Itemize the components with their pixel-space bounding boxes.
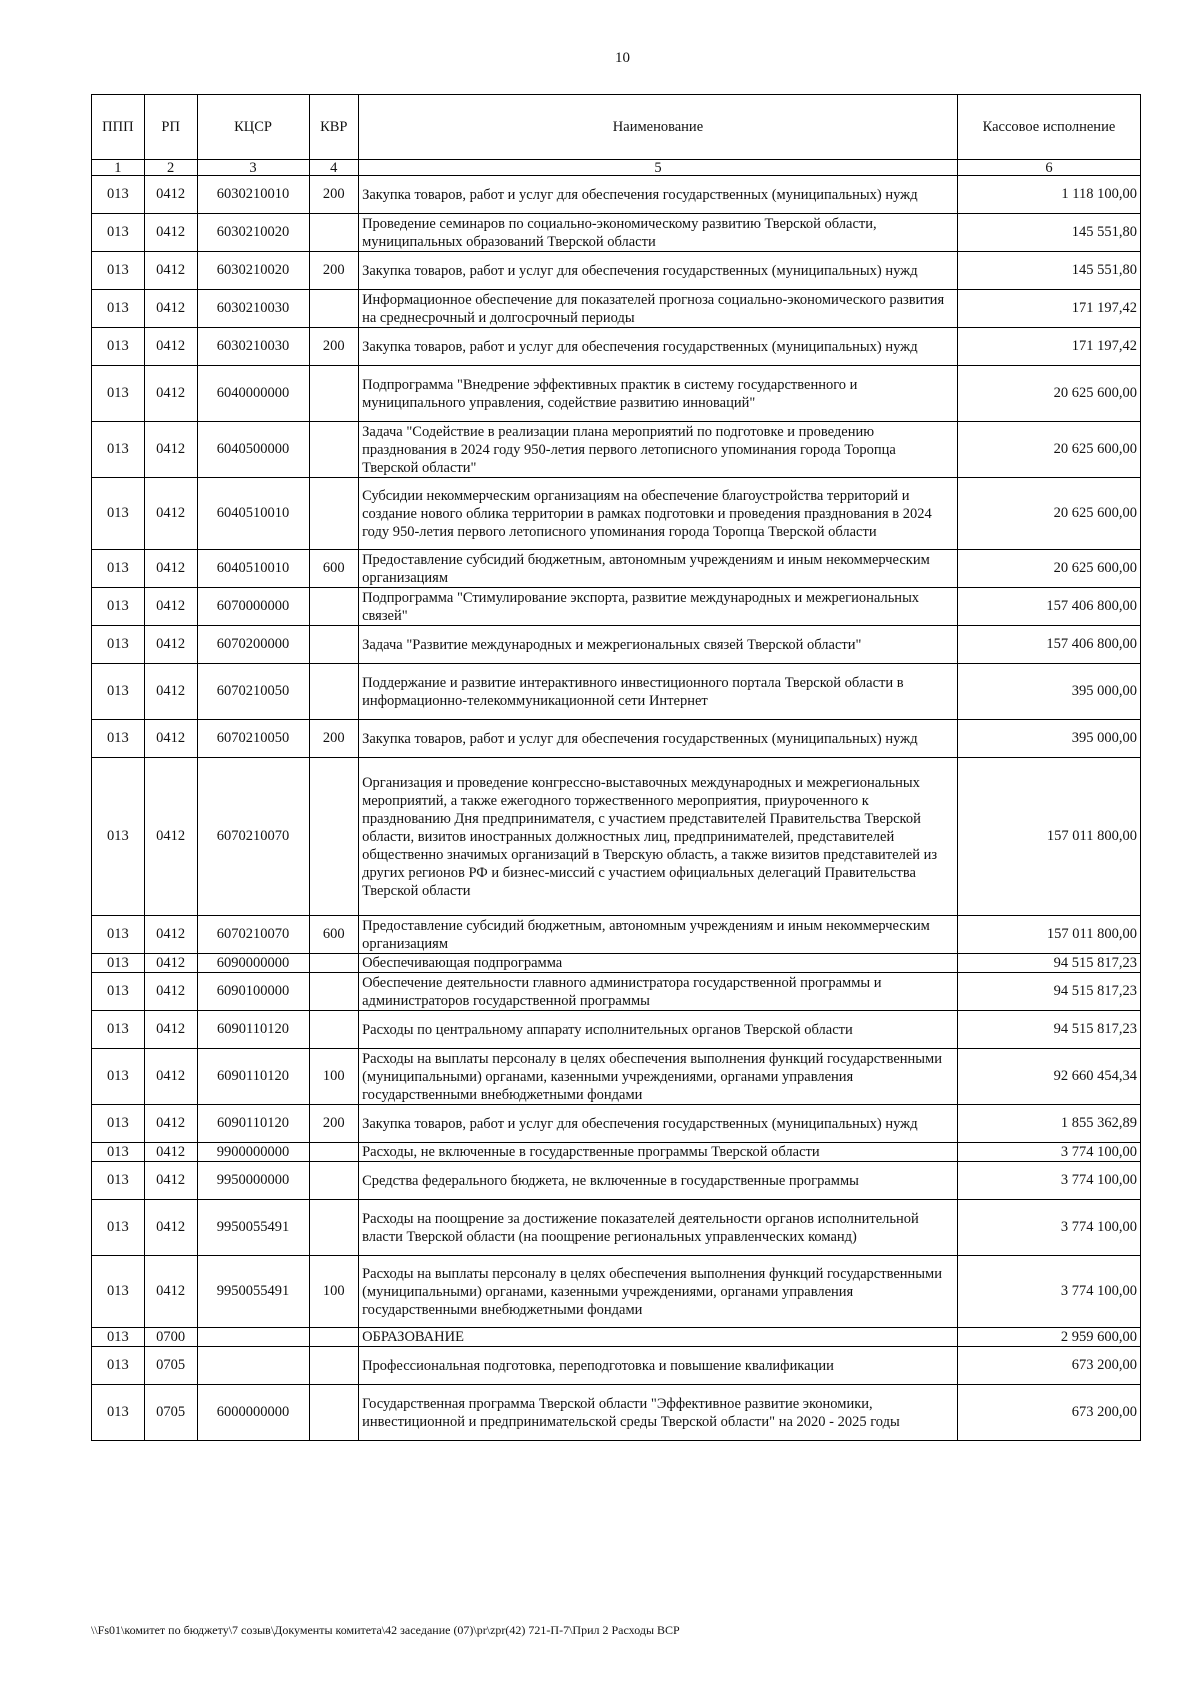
cell-name: Расходы на выплаты персоналу в целях обеспечения выполнения функций государственными (муниципальными) органами, казенными учреждениями, органами управления государственными внебюджетными фондами	[359, 1256, 958, 1328]
cell-kvr	[309, 1328, 359, 1347]
cell-rp: 0412	[144, 1105, 197, 1143]
table-row	[92, 1049, 1141, 1105]
cell-ppp: 013	[92, 1328, 145, 1347]
cell-rp: 0700	[144, 1328, 197, 1347]
cell-kcsr: 6090110120	[197, 1011, 309, 1049]
cell-ppp: 013	[92, 1143, 145, 1162]
header-amount: Кассовое исполнение	[957, 95, 1140, 160]
cell-kcsr: 6070200000	[197, 626, 309, 664]
cell-rp: 0412	[144, 1256, 197, 1328]
cell-ppp: 013	[92, 366, 145, 422]
table-row	[92, 916, 1141, 954]
cell-rp: 0412	[144, 422, 197, 478]
table-row	[92, 954, 1141, 973]
cell-amount: 2 959 600,00	[957, 1328, 1140, 1347]
cell-rp: 0412	[144, 1049, 197, 1105]
cell-name: Профессиональная подготовка, переподготовка и повышение квалификации	[359, 1347, 958, 1385]
cell-kcsr: 6090110120	[197, 1105, 309, 1143]
cell-kvr: 200	[309, 252, 359, 290]
cell-name: Расходы на выплаты персоналу в целях обеспечения выполнения функций государственными (муниципальными) органами, казенными учреждениями, органами управления государственными внебюджетными фондами	[359, 1049, 958, 1105]
cell-kvr: 600	[309, 550, 359, 588]
cell-amount: 20 625 600,00	[957, 550, 1140, 588]
header-kvr: КВР	[309, 95, 359, 160]
cell-rp: 0412	[144, 550, 197, 588]
column-numbers-row	[92, 160, 1141, 176]
table-row	[92, 1143, 1141, 1162]
cell-kcsr: 6070210050	[197, 664, 309, 720]
cell-kvr: 600	[309, 916, 359, 954]
cell-name: ОБРАЗОВАНИЕ	[359, 1328, 958, 1347]
cell-ppp: 013	[92, 626, 145, 664]
cell-rp: 0412	[144, 252, 197, 290]
cell-ppp: 013	[92, 1105, 145, 1143]
cell-amount: 1 855 362,89	[957, 1105, 1140, 1143]
table-row	[92, 588, 1141, 626]
cell-kvr	[309, 1143, 359, 1162]
cell-ppp: 013	[92, 328, 145, 366]
cell-rp: 0705	[144, 1385, 197, 1441]
cell-kvr	[309, 1385, 359, 1441]
cell-amount: 171 197,42	[957, 290, 1140, 328]
cell-amount: 395 000,00	[957, 720, 1140, 758]
cell-kvr: 200	[309, 328, 359, 366]
column-number: 3	[197, 160, 309, 176]
table-row	[92, 550, 1141, 588]
page-number: 10	[615, 50, 630, 66]
cell-kcsr: 6090000000	[197, 954, 309, 973]
cell-kcsr: 9950055491	[197, 1200, 309, 1256]
cell-ppp: 013	[92, 550, 145, 588]
cell-name: Закупка товаров, работ и услуг для обеспечения государственных (муниципальных) нужд	[359, 720, 958, 758]
cell-rp: 0412	[144, 664, 197, 720]
cell-rp: 0412	[144, 973, 197, 1011]
cell-amount: 3 774 100,00	[957, 1162, 1140, 1200]
cell-name: Обеспечивающая подпрограмма	[359, 954, 958, 973]
table-row	[92, 664, 1141, 720]
cell-name: Предоставление субсидий бюджетным, автономным учреждениям и иным некоммерческим организациям	[359, 916, 958, 954]
cell-amount: 145 551,80	[957, 252, 1140, 290]
cell-kvr: 100	[309, 1049, 359, 1105]
cell-name: Задача "Содействие в реализации плана мероприятий по подготовке и проведению празднования в 2024 году 950-летия первого летописного упоминания города Торопца Тверской области"	[359, 422, 958, 478]
cell-name: Закупка товаров, работ и услуг для обеспечения государственных (муниципальных) нужд	[359, 1105, 958, 1143]
cell-kcsr: 6070000000	[197, 588, 309, 626]
cell-kcsr: 6030210030	[197, 290, 309, 328]
cell-name: Средства федерального бюджета, не включенные в государственные программы	[359, 1162, 958, 1200]
cell-ppp: 013	[92, 478, 145, 550]
cell-amount: 395 000,00	[957, 664, 1140, 720]
cell-rp: 0412	[144, 366, 197, 422]
cell-rp: 0412	[144, 588, 197, 626]
cell-kvr	[309, 664, 359, 720]
cell-kvr	[309, 478, 359, 550]
cell-name: Расходы на поощрение за достижение показателей деятельности органов исполнительной власти Тверской области (на поощрение региональных управленческих команд)	[359, 1200, 958, 1256]
table-row	[92, 214, 1141, 252]
cell-rp: 0412	[144, 478, 197, 550]
cell-ppp: 013	[92, 1200, 145, 1256]
cell-name: Организация и проведение конгрессно-выставочных международных и межрегиональных мероприятий, а также ежегодного торжественного мероприятия, приуроченного к празднованию Дня предпринимателя, с участием представителей Правительства Тверской области, визитов иностранных должностных лиц, предпринимателей, представителей общественно значимых организаций в Тверскую область, а также визитов представителей из других регионов РФ и бизнес-миссий с участием официальных делегаций Правительства Тверской области	[359, 758, 958, 916]
cell-name: Расходы по центральному аппарату исполнительных органов Тверской области	[359, 1011, 958, 1049]
cell-amount: 145 551,80	[957, 214, 1140, 252]
cell-kvr	[309, 973, 359, 1011]
cell-ppp: 013	[92, 664, 145, 720]
column-number: 1	[92, 160, 145, 176]
cell-kcsr	[197, 1347, 309, 1385]
cell-kcsr: 9950055491	[197, 1256, 309, 1328]
cell-name: Закупка товаров, работ и услуг для обеспечения государственных (муниципальных) нужд	[359, 176, 958, 214]
column-number: 6	[957, 160, 1140, 176]
cell-name: Информационное обеспечение для показателей прогноза социально-экономического развития на среднесрочный и долгосрочный периоды	[359, 290, 958, 328]
cell-kcsr: 9900000000	[197, 1143, 309, 1162]
header-kcsr: КЦСР	[197, 95, 309, 160]
cell-name: Подпрограмма "Внедрение эффективных практик в систему государственного и муниципального управления, содействие развитию инноваций"	[359, 366, 958, 422]
cell-ppp: 013	[92, 758, 145, 916]
cell-kvr: 200	[309, 720, 359, 758]
budget-table	[91, 94, 1141, 1441]
cell-kcsr: 6040000000	[197, 366, 309, 422]
cell-name: Расходы, не включенные в государственные программы Тверской области	[359, 1143, 958, 1162]
cell-rp: 0705	[144, 1347, 197, 1385]
cell-rp: 0412	[144, 328, 197, 366]
cell-kvr	[309, 1162, 359, 1200]
cell-kvr	[309, 290, 359, 328]
cell-kvr: 200	[309, 176, 359, 214]
table-row	[92, 1328, 1141, 1347]
cell-amount: 3 774 100,00	[957, 1256, 1140, 1328]
cell-kcsr: 6030210020	[197, 252, 309, 290]
cell-name: Предоставление субсидий бюджетным, автономным учреждениям и иным некоммерческим организациям	[359, 550, 958, 588]
cell-kcsr: 6040500000	[197, 422, 309, 478]
table-row	[92, 758, 1141, 916]
cell-name: Поддержание и развитие интерактивного инвестиционного портала Тверской области в информационно-телекоммуникационной сети Интернет	[359, 664, 958, 720]
cell-name: Государственная программа Тверской области "Эффективное развитие экономики, инвестиционной и предпринимательской среды Тверской области" на 2020 - 2025 годы	[359, 1385, 958, 1441]
cell-rp: 0412	[144, 720, 197, 758]
table-row	[92, 1105, 1141, 1143]
cell-kcsr: 6030210010	[197, 176, 309, 214]
cell-ppp: 013	[92, 720, 145, 758]
cell-amount: 157 011 800,00	[957, 916, 1140, 954]
cell-kcsr: 6070210070	[197, 916, 309, 954]
table-header-row	[92, 95, 1141, 160]
cell-kcsr	[197, 1328, 309, 1347]
table-row	[92, 1347, 1141, 1385]
cell-kcsr: 6030210020	[197, 214, 309, 252]
cell-amount: 94 515 817,23	[957, 954, 1140, 973]
cell-kcsr: 6070210050	[197, 720, 309, 758]
cell-name: Проведение семинаров по социально-экономическому развитию Тверской области, муниципальных образований Тверской области	[359, 214, 958, 252]
cell-kvr	[309, 758, 359, 916]
table-row	[92, 1011, 1141, 1049]
cell-name: Задача "Развитие международных и межрегиональных связей Тверской области"	[359, 626, 958, 664]
cell-amount: 673 200,00	[957, 1385, 1140, 1441]
cell-kvr: 100	[309, 1256, 359, 1328]
cell-ppp: 013	[92, 973, 145, 1011]
table-row	[92, 1200, 1141, 1256]
cell-kcsr: 6000000000	[197, 1385, 309, 1441]
header-ppp: ППП	[92, 95, 145, 160]
cell-kvr: 200	[309, 1105, 359, 1143]
cell-kcsr: 6070210070	[197, 758, 309, 916]
cell-kcsr: 6040510010	[197, 550, 309, 588]
cell-name: Субсидии некоммерческим организациям на обеспечение благоустройства территорий и создание нового облика территории в рамках подготовки и проведения празднования в 2024 году 950-летия первого летописного упоминания города Торопца Тверской области	[359, 478, 958, 550]
cell-amount: 157 406 800,00	[957, 588, 1140, 626]
cell-kcsr: 6090110120	[197, 1049, 309, 1105]
table-row	[92, 720, 1141, 758]
cell-ppp: 013	[92, 1011, 145, 1049]
cell-kcsr: 6030210030	[197, 328, 309, 366]
cell-name: Обеспечение деятельности главного администратора государственной программы и администраторов государственной программы	[359, 973, 958, 1011]
table-row	[92, 478, 1141, 550]
cell-ppp: 013	[92, 1256, 145, 1328]
cell-rp: 0412	[144, 214, 197, 252]
table-row	[92, 973, 1141, 1011]
column-number: 5	[359, 160, 958, 176]
cell-kvr	[309, 422, 359, 478]
cell-amount: 20 625 600,00	[957, 422, 1140, 478]
cell-kcsr: 9950000000	[197, 1162, 309, 1200]
table-row	[92, 328, 1141, 366]
table-row	[92, 1256, 1141, 1328]
cell-name: Закупка товаров, работ и услуг для обеспечения государственных (муниципальных) нужд	[359, 252, 958, 290]
cell-ppp: 013	[92, 176, 145, 214]
table-row	[92, 626, 1141, 664]
header-name: Наименование	[359, 95, 958, 160]
cell-ppp: 013	[92, 954, 145, 973]
table-row	[92, 422, 1141, 478]
table-row	[92, 1385, 1141, 1441]
cell-amount: 157 406 800,00	[957, 626, 1140, 664]
cell-amount: 3 774 100,00	[957, 1200, 1140, 1256]
cell-rp: 0412	[144, 626, 197, 664]
cell-kcsr: 6040510010	[197, 478, 309, 550]
table-row	[92, 1162, 1141, 1200]
cell-ppp: 013	[92, 422, 145, 478]
cell-kvr	[309, 588, 359, 626]
cell-amount: 157 011 800,00	[957, 758, 1140, 916]
cell-ppp: 013	[92, 290, 145, 328]
cell-amount: 94 515 817,23	[957, 1011, 1140, 1049]
cell-rp: 0412	[144, 1011, 197, 1049]
cell-kvr	[309, 214, 359, 252]
cell-ppp: 013	[92, 916, 145, 954]
cell-kvr	[309, 954, 359, 973]
cell-amount: 3 774 100,00	[957, 1143, 1140, 1162]
cell-amount: 1 118 100,00	[957, 176, 1140, 214]
table-row	[92, 366, 1141, 422]
cell-kvr	[309, 626, 359, 664]
cell-kvr	[309, 1200, 359, 1256]
table-body	[92, 176, 1141, 1441]
cell-rp: 0412	[144, 916, 197, 954]
table-row	[92, 290, 1141, 328]
cell-amount: 20 625 600,00	[957, 366, 1140, 422]
cell-rp: 0412	[144, 954, 197, 973]
cell-ppp: 013	[92, 1385, 145, 1441]
cell-ppp: 013	[92, 1049, 145, 1105]
table-row	[92, 176, 1141, 214]
cell-name: Подпрограмма "Стимулирование экспорта, развитие международных и межрегиональных связей"	[359, 588, 958, 626]
cell-amount: 20 625 600,00	[957, 478, 1140, 550]
cell-kvr	[309, 1347, 359, 1385]
column-number: 4	[309, 160, 359, 176]
header-rp: РП	[144, 95, 197, 160]
cell-ppp: 013	[92, 252, 145, 290]
cell-ppp: 013	[92, 1162, 145, 1200]
cell-amount: 673 200,00	[957, 1347, 1140, 1385]
cell-rp: 0412	[144, 758, 197, 916]
cell-amount: 94 515 817,23	[957, 973, 1140, 1011]
cell-rp: 0412	[144, 1200, 197, 1256]
cell-ppp: 013	[92, 214, 145, 252]
table-row	[92, 252, 1141, 290]
cell-ppp: 013	[92, 1347, 145, 1385]
cell-rp: 0412	[144, 1162, 197, 1200]
cell-name: Закупка товаров, работ и услуг для обеспечения государственных (муниципальных) нужд	[359, 328, 958, 366]
cell-kvr	[309, 366, 359, 422]
cell-amount: 92 660 454,34	[957, 1049, 1140, 1105]
cell-rp: 0412	[144, 1143, 197, 1162]
cell-amount: 171 197,42	[957, 328, 1140, 366]
cell-kvr	[309, 1011, 359, 1049]
footer-file-path: \\Fs01\комитет по бюджету\7 созыв\Документы комитета\42 заседание (07)\pr\zpr(42) 721-П-7\Прил 2 Расходы ВСР	[91, 1623, 680, 1637]
column-number: 2	[144, 160, 197, 176]
cell-rp: 0412	[144, 176, 197, 214]
cell-rp: 0412	[144, 290, 197, 328]
cell-kcsr: 6090100000	[197, 973, 309, 1011]
cell-ppp: 013	[92, 588, 145, 626]
